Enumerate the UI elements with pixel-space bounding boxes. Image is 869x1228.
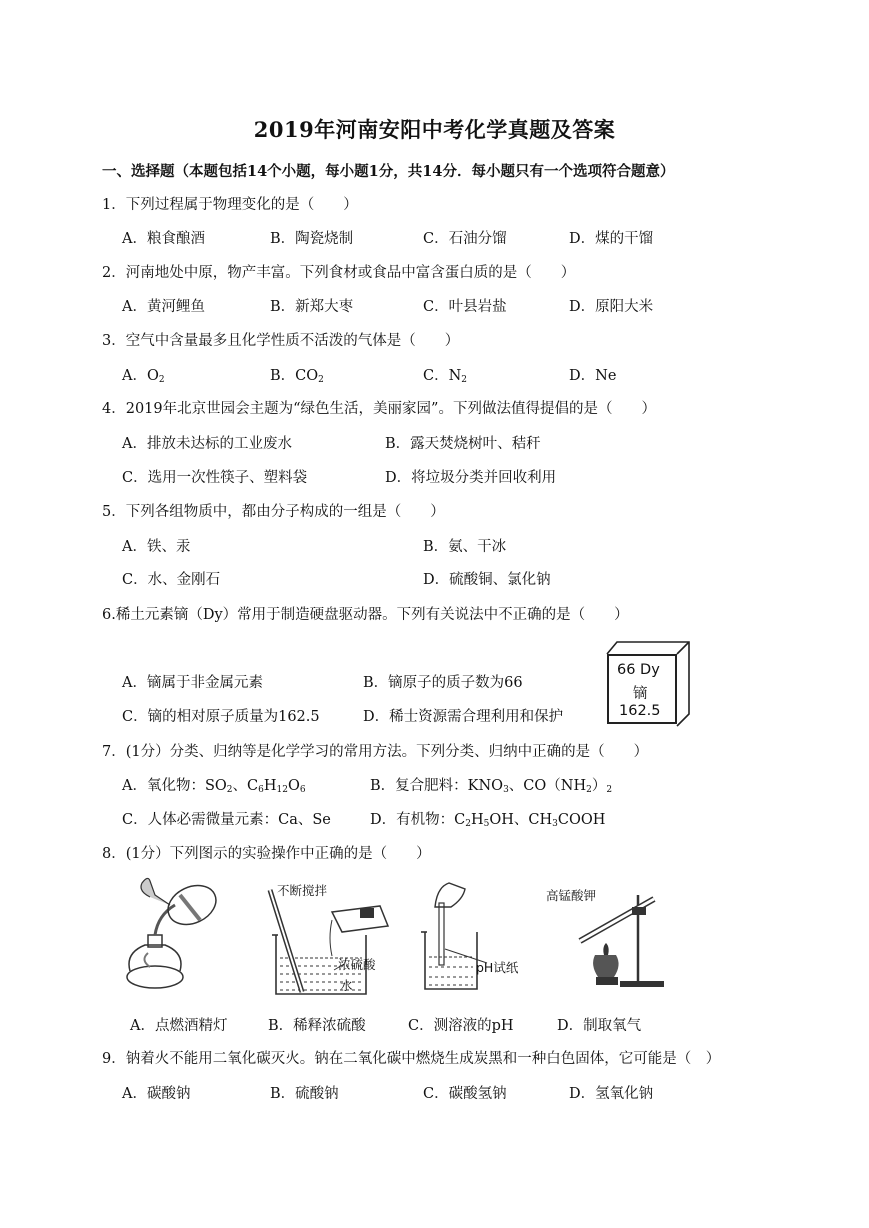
element-tile-dysprosium [607,654,677,724]
question-5-option-c: C．水、金刚石 [122,572,221,588]
question-7-option-c: C．人体必需微量元素：Ca、Se [122,812,331,828]
question-4-option-a: A．排放未达标的工业废水 [122,436,292,452]
element-number-symbol: 66 Dy [617,662,660,678]
question-5-stem: 5．下列各组物质中，都由分子构成的一组是（ ） [102,504,445,520]
element-mass: 162.5 [619,703,661,719]
question-1-option-a: A．粮食酿酒 [122,231,205,247]
question-3-option-b: B．$CO_2$ [270,368,324,385]
question-7-option-b: B．复合肥料：$KNO_3$、$CO(NH_2)_2$ [370,778,613,795]
question-3-option-c: C．$N_2$ [423,368,468,385]
question-1-option-b: B．陶瓷烧制 [270,231,354,247]
section-heading: 一、选择题（本题包括14个小题，每小题1分，共14分．每小题只有一个选项符合题意） [102,163,675,180]
question-1-stem: 1．下列过程属于物理变化的是（ ） [102,197,358,213]
question-8-option-a: A．点燃酒精灯 [130,1018,228,1034]
label-potassium-permanganate: 高锰酸钾 [546,888,597,903]
question-9-option-b: B．硫酸钠 [270,1086,339,1102]
question-6-option-a: A．镝属于非金属元素 [122,675,263,691]
question-2-option-d: D．原阳大米 [569,299,654,315]
question-4-option-b: B．露天焚烧树叶、秸秆 [385,436,541,452]
question-3-option-d: D．Ne [569,368,617,384]
question-3-option-a: A．$O_2$ [122,368,165,385]
question-7-option-a: A．氧化物：$SO_2$、$C_6H_{12}O_6$ [122,778,306,795]
question-3-stem: 3．空气中含量最多且化学性质不活泼的气体是（ ） [102,333,460,349]
element-name: 镝 [633,686,648,702]
question-8-option-d: D．制取氧气 [557,1018,642,1034]
question-5-option-a: A．铁、汞 [122,539,191,555]
question-7-option-d: D．有机物：$C_2H_5OH$、$CH_3COOH$ [370,812,606,829]
alcohol-lamp-illustration [120,875,230,995]
question-9-stem: 9．钠着火不能用二氧化碳灭火。钠在二氧化碳中燃烧生成炭黑和一种白色固体，它可能是（ ） [102,1051,721,1067]
question-5-option-b: B．氨、干冰 [423,539,507,555]
page-title: 2019年河南安阳中考化学真题及答案 [253,117,616,142]
question-6-option-b: B．镝原子的质子数为66 [363,675,523,691]
label-water: 水 [340,978,353,993]
question-6-stem: 6.稀土元素镝（Dy）常用于制造硬盘驱动器。下列有关说法中不正确的是（ ） [102,607,629,623]
question-2-option-c: C．叶县岩盐 [423,299,507,315]
question-1-option-c: C．石油分馏 [423,231,507,247]
question-2-option-b: B．新郑大枣 [270,299,354,315]
question-9-option-d: D．氢氧化钠 [569,1086,654,1102]
label-ph-paper: pH试纸 [476,960,519,975]
question-9-option-a: A．碳酸钠 [122,1086,191,1102]
question-4-option-d: D．将垃圾分类并回收利用 [385,470,557,486]
question-6-option-d: D．稀士资源需合理利用和保护 [363,709,564,725]
question-6-option-c: C．镝的相对原子质量为162.5 [122,709,320,725]
label-concentrated-acid: 浓硫酸 [338,957,376,972]
question-9-option-c: C．碳酸氢钠 [423,1086,507,1102]
question-2-option-a: A．黄河鲤鱼 [122,299,205,315]
question-7-stem: 7．(1分）分类、归纳等是化学学习的常用方法。下列分类、归纳中正确的是（ ） [102,744,649,760]
ph-test-illustration [415,877,525,1002]
label-keep-stirring: 不断搅拌 [277,883,328,898]
question-4-option-c: C．选用一次性筷子、塑料袋 [122,470,308,486]
question-5-option-d: D．硫酸铜、氯化钠 [423,572,551,588]
question-8-option-c: C．测溶液的pH [408,1018,514,1034]
question-2-stem: 2．河南地处中原，物产丰富。下列食材或食品中富含蛋白质的是（ ） [102,265,576,281]
question-8-stem: 8．(1分）下列图示的实验操作中正确的是（ ） [102,846,431,862]
question-8-option-b: B．稀释浓硫酸 [268,1018,366,1034]
question-1-option-d: D．煤的干馏 [569,231,654,247]
question-4-stem: 4．2019年北京世园会主题为“绿色生活，美丽家园”。下列做法值得提倡的是（ ） [102,401,656,417]
